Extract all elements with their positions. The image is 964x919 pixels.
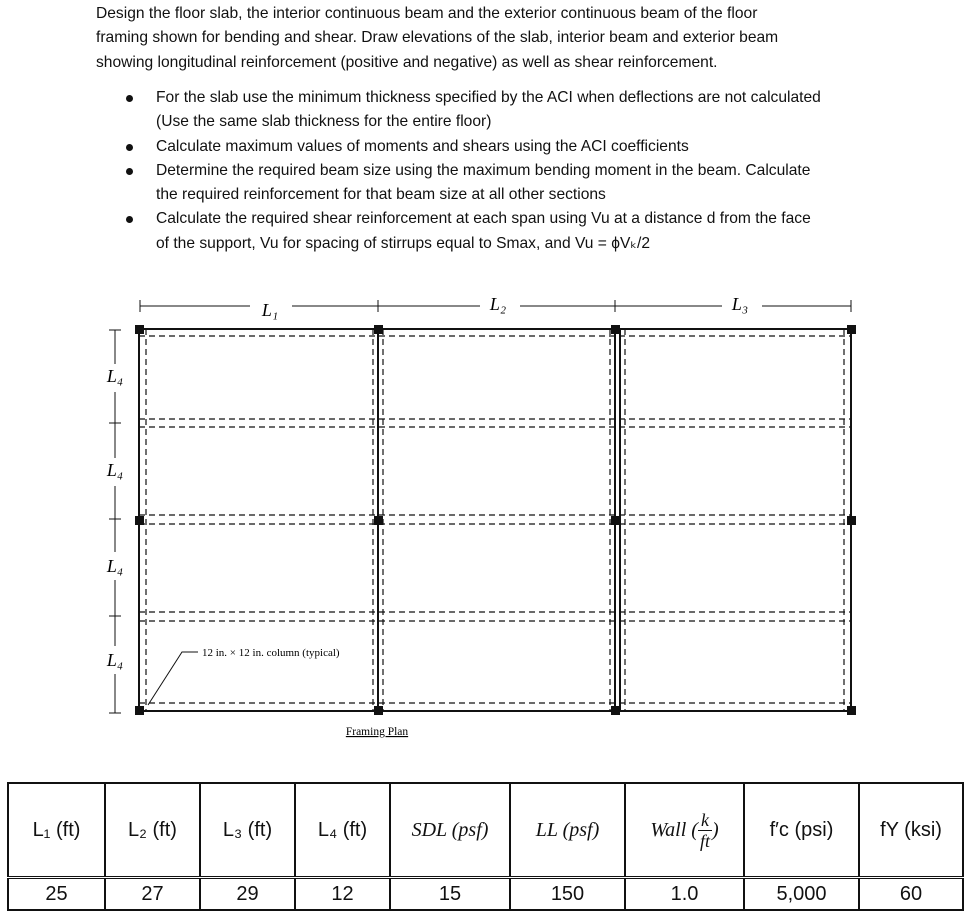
requirement-line: the required reinforcement for that beam size at all other sections [156,186,606,204]
column [135,325,144,334]
requirement-line: Calculate maximum values of moments and shears using the ACI coefficients [156,137,689,155]
value-l4: 12 [295,878,390,911]
column [374,325,383,334]
column [847,325,856,334]
wall-unit-denominator: ft [699,830,710,851]
value-l2: 27 [105,878,200,911]
wall-unit-numerator: k [698,810,712,831]
requirement-line: Determine the required beam size using the maximum bending moment in the beam. Calculate [156,161,811,179]
value-l1: 25 [8,878,105,911]
column [135,516,144,525]
column [611,706,620,715]
intro-line-1: Design the floor slab, the interior continuous beam and the exterior continuous beam of the floor [96,5,758,22]
span-label-l1: L₁ [261,300,279,320]
framing-plan-caption: Framing Plan [345,726,409,738]
properties-table [7,782,964,911]
header-l4: L₄ (ft) [295,783,390,878]
header-sdl: SDL (psf) [390,783,510,878]
span-label-l2: L₂ [489,294,507,314]
column [374,516,383,525]
table-row [8,878,963,911]
wall-close-paren: ) [711,818,719,841]
value-fy: 60 [859,878,963,911]
bay-label-l4: L₄ [106,460,124,480]
header-wall [625,783,744,878]
span-label-l3: L₃ [731,294,749,314]
requirement-line: of the support, Vu for spacing of stirrups equal to Smax, and Vu = ϕVₖ/2 [156,234,650,252]
requirement-line: For the slab use the minimum thickness specified by the ACI when deflections are not calculated [156,89,821,106]
value-sdl: 15 [390,878,510,911]
header-fc: f′c (psi) [744,783,859,878]
intro-line-2: framing shown for bending and shear. Draw elevations of the slab, interior beam and exterior beam [96,29,779,47]
column [611,325,620,334]
wall-unit-fraction [698,810,712,851]
column [847,706,856,715]
header-l3: L₃ (ft) [200,783,295,878]
intro-line-3: showing longitudinal reinforcement (positive and negative) as well as shear reinforcement. [96,53,718,71]
value-ll: 150 [510,878,625,911]
table-header-row [8,783,963,878]
column [135,706,144,715]
value-wall: 1.0 [625,878,744,911]
header-l1: L₁ (ft) [8,783,105,878]
header-l2: L₂ (ft) [105,783,200,878]
header-ll: LL (psf) [510,783,625,878]
column [374,706,383,715]
value-fc: 5,000 [744,878,859,911]
requirement-line: Calculate the required shear reinforcement at each span using Vu at a distance d from the face [156,210,811,228]
bay-label-l4: L₄ [106,556,124,576]
requirement-line: (Use the same slab thickness for the entire floor) [156,113,492,131]
column [611,516,620,525]
column [847,516,856,525]
bay-label-l4: L₄ [106,366,124,386]
wall-label: Wall ( [650,818,698,841]
header-fy: fY (ksi) [859,783,963,878]
column-note: 12 in. × 12 in. column (typical) [202,647,340,659]
value-l3: 29 [200,878,295,911]
bay-label-l4: L₄ [106,650,124,670]
column-leader-line [148,652,198,705]
